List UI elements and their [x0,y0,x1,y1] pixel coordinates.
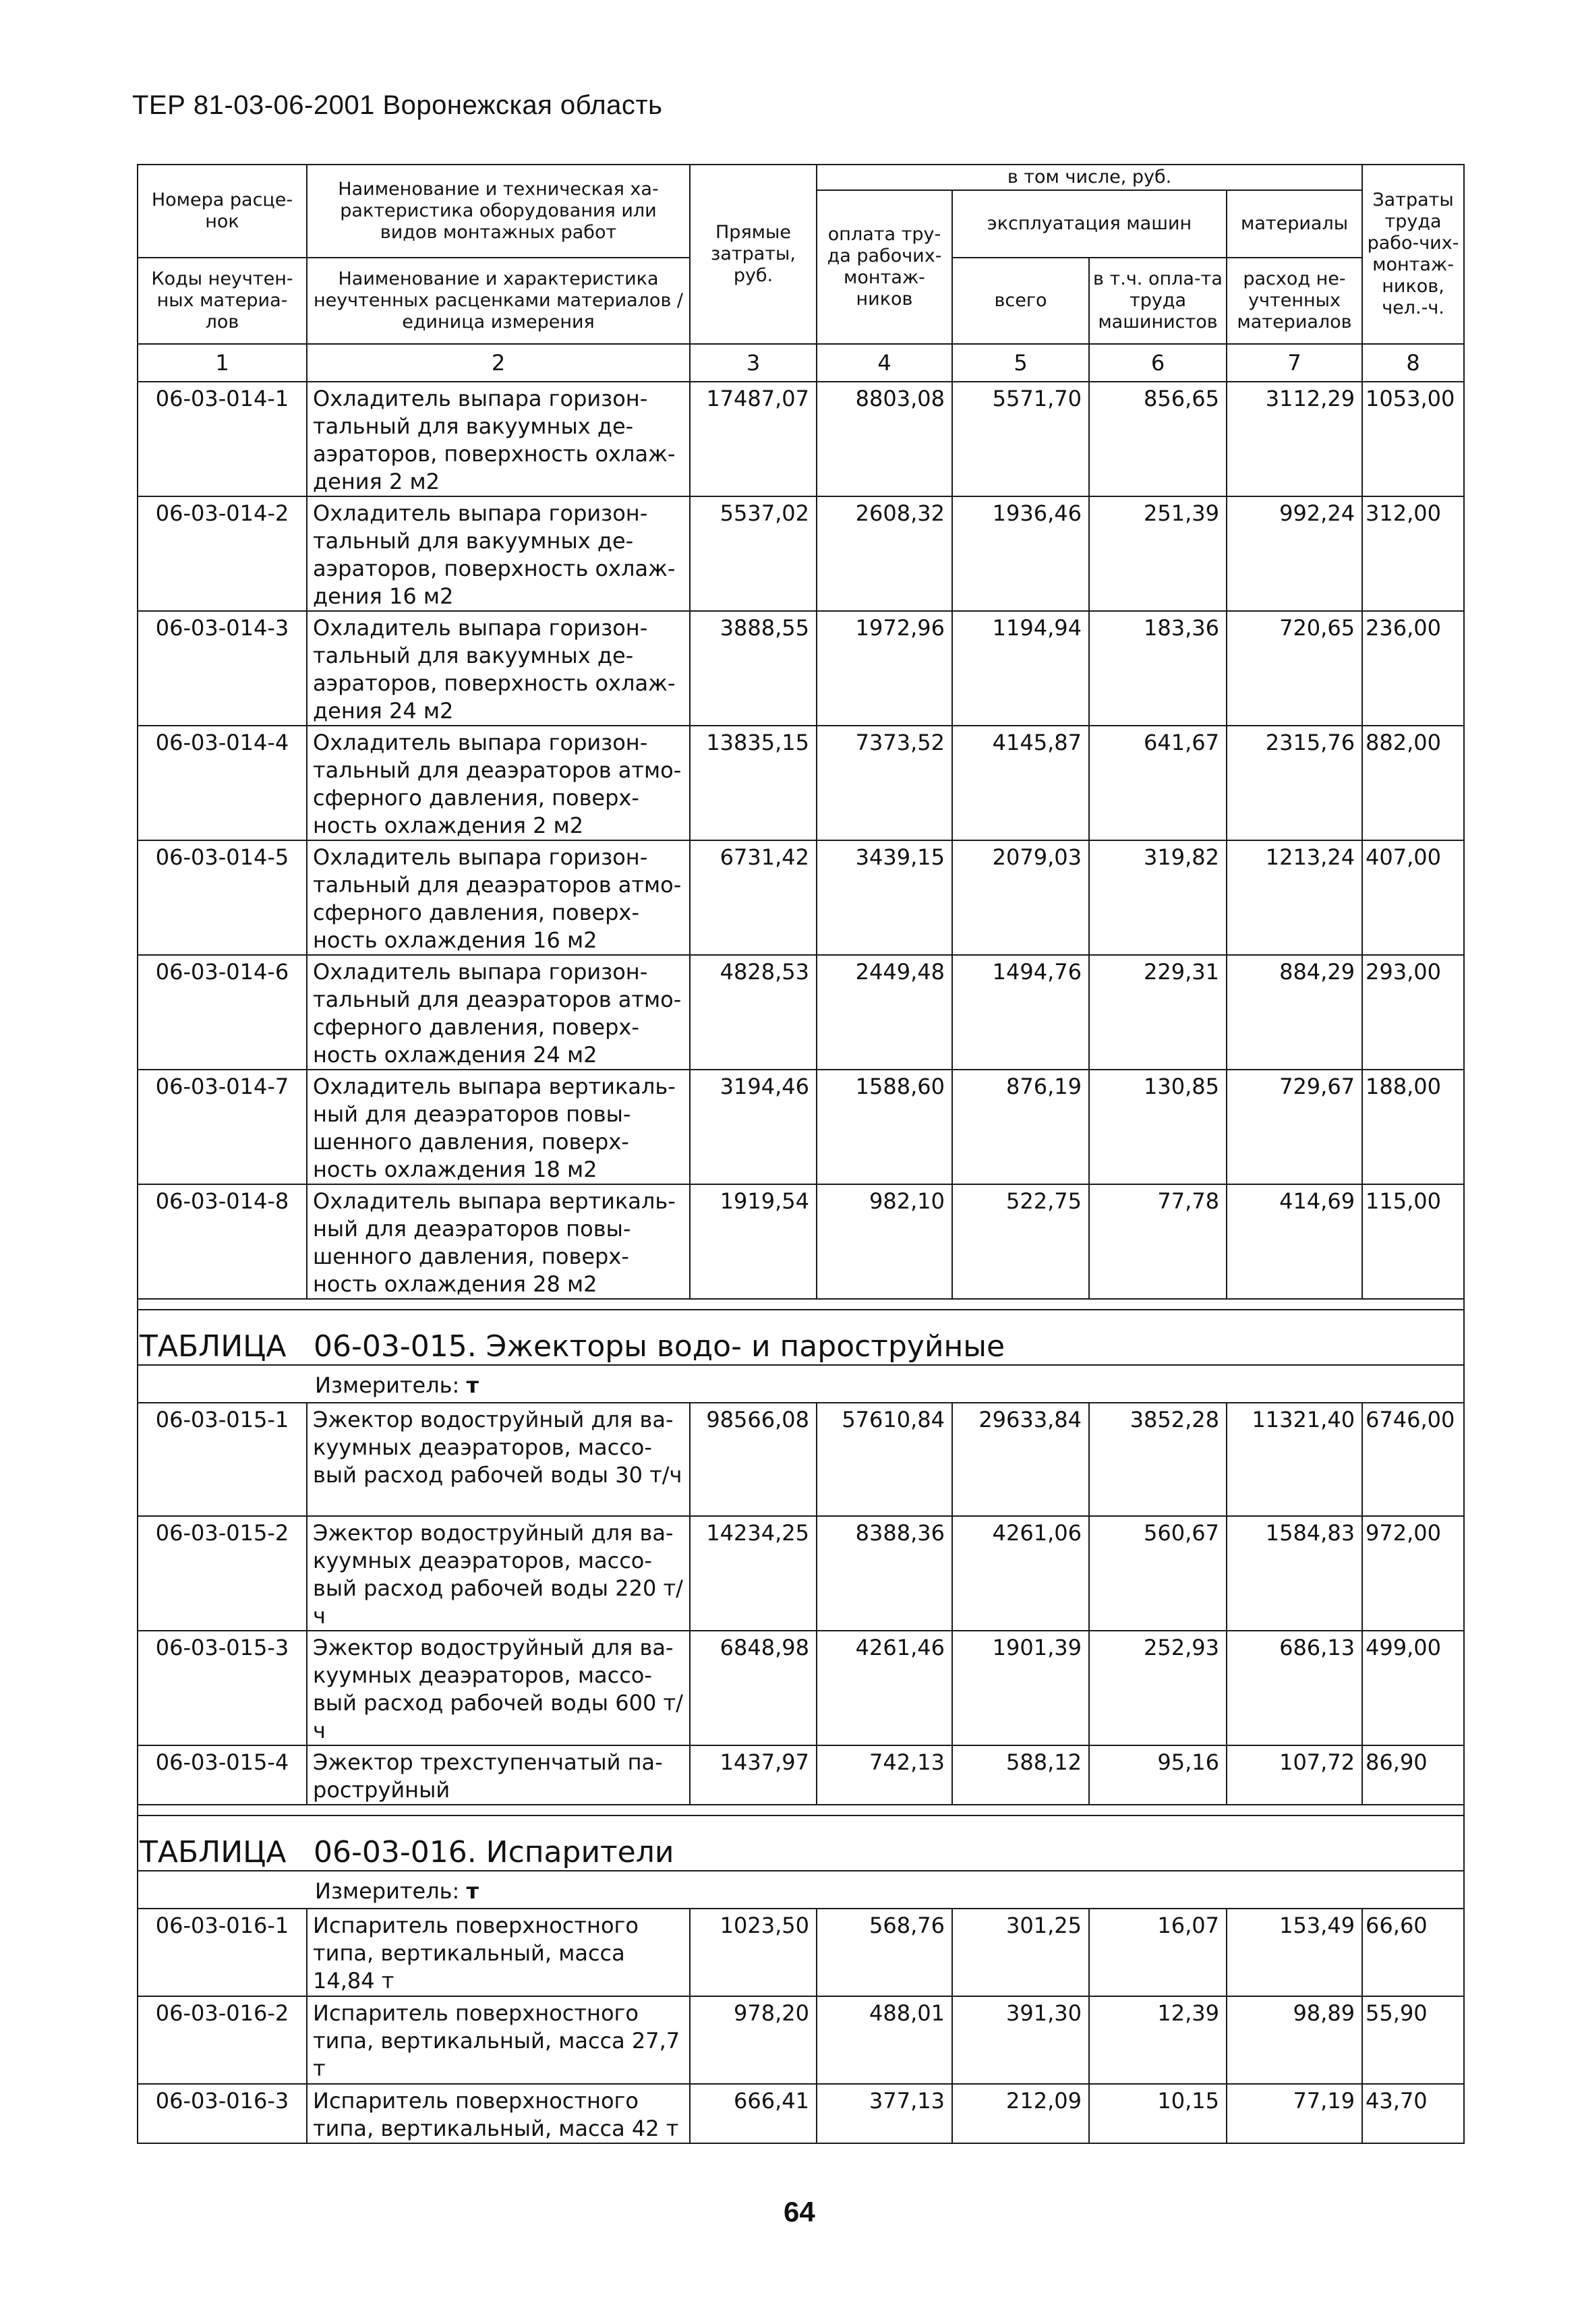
materials-cost: 77,19 [1227,2084,1362,2143]
rate-name: Охладитель выпара горизон-тальный для вакуумных де-аэраторов, поверхность охлаж-дения 16 м2 [307,496,690,611]
machinist-wages: 856,65 [1089,382,1227,496]
section-016-header [138,1805,1464,1909]
rate-name: Охладитель выпара горизон-тальный для вакуумных де-аэраторов, поверхность охлаж-дения 2 м2 [307,382,690,496]
materials-cost: 720,65 [1227,611,1362,726]
machinist-wages: 130,85 [1089,1070,1227,1184]
worker-wages: 57610,84 [817,1403,952,1516]
section-label: ТАБЛИЦА [140,1329,287,1364]
labor-hours: 1053,00 [1362,382,1464,496]
rate-code: 06-03-014-6 [138,955,307,1070]
machinist-wages: 16,07 [1089,1909,1227,1996]
rate-code: 06-03-015-3 [138,1631,307,1745]
rate-code: 06-03-014-7 [138,1070,307,1184]
machines-total: 876,19 [952,1070,1089,1184]
direct-costs: 1919,54 [690,1184,817,1299]
materials-cost: 414,69 [1227,1184,1362,1299]
header-in-total: в том числе, руб. [817,165,1362,190]
table-row [138,1516,1464,1631]
labor-hours: 6746,00 [1362,1403,1464,1516]
machines-total: 1194,94 [952,611,1089,726]
header-material-names: Наименование и характеристика неучтенных расценками материалов / единица измерения [307,258,690,344]
machines-total: 1494,76 [952,955,1089,1070]
worker-wages: 1972,96 [817,611,952,726]
direct-costs: 666,41 [690,2084,817,2143]
labor-hours: 882,00 [1362,726,1464,840]
table-row [138,1996,1464,2084]
labor-hours: 115,00 [1362,1184,1464,1299]
machinist-wages: 183,36 [1089,611,1227,726]
rate-name: Охладитель выпара горизон-тальный для вакуумных де-аэраторов, поверхность охлаж-дения 24 м2 [307,611,690,726]
column-number: 5 [952,344,1089,382]
machinist-wages: 560,67 [1089,1516,1227,1631]
rate-code: 06-03-015-1 [138,1403,307,1516]
machines-total: 29633,84 [952,1403,1089,1516]
machinist-wages: 3852,28 [1089,1403,1227,1516]
machinist-wages: 10,15 [1089,2084,1227,2143]
direct-costs: 978,20 [690,1996,817,2084]
table-row [138,1070,1464,1184]
column-number: 1 [138,344,307,382]
column-number: 8 [1362,344,1464,382]
labor-hours: 43,70 [1362,2084,1464,2143]
section-spacer [138,1299,1464,1310]
rate-code: 06-03-014-8 [138,1184,307,1299]
worker-wages: 742,13 [817,1745,952,1805]
machinist-wages: 229,31 [1089,955,1227,1070]
rate-name: Эжектор водоструйный для ва-куумных деаэраторов, массо-вый расход рабочей воды 600 т/ч [307,1631,690,1745]
materials-cost: 686,13 [1227,1631,1362,1745]
header-labor-hours: Затраты труда рабо-чих-монтаж-ников, чел.-ч. [1362,165,1464,344]
machinist-wages: 12,39 [1089,1996,1227,2084]
table-row [138,1403,1464,1516]
section-name: 06-03-015. Эжекторы водо- и пароструйные [314,1329,1005,1364]
section-title [138,1310,1464,1365]
table-row [138,1184,1464,1299]
machinist-wages: 319,82 [1089,840,1227,955]
materials-cost: 153,49 [1227,1909,1362,1996]
document-title: ТЕР 81-03-06-2001 Воронежская область [132,90,663,120]
labor-hours: 972,00 [1362,1516,1464,1631]
rate-name: Испаритель поверхностного типа, вертикальный, масса 14,84 т [307,1909,690,1996]
rate-code: 06-03-014-1 [138,382,307,496]
direct-costs: 13835,15 [690,726,817,840]
rate-code: 06-03-014-2 [138,496,307,611]
machines-total: 301,25 [952,1909,1089,1996]
materials-cost: 11321,40 [1227,1403,1362,1516]
worker-wages: 7373,52 [817,726,952,840]
header-material-codes: Коды неучтен-ных материа-лов [138,258,307,344]
rate-code: 06-03-016-1 [138,1909,307,1996]
rate-code: 06-03-016-3 [138,2084,307,2143]
materials-cost: 729,67 [1227,1070,1362,1184]
machines-total: 4261,06 [952,1516,1089,1631]
page-number: 64 [784,2196,815,2228]
materials-cost: 2315,76 [1227,726,1362,840]
direct-costs: 6731,42 [690,840,817,955]
rate-code: 06-03-014-4 [138,726,307,840]
rate-name: Охладитель выпара горизон-тальный для деаэраторов атмо-сферного давления, поверх-ность охлаждения 2 м2 [307,726,690,840]
rate-code: 06-03-015-2 [138,1516,307,1631]
table-row [138,955,1464,1070]
table-body-014 [138,382,1464,1299]
section-title [138,1815,1464,1871]
section-spacer [138,1805,1464,1815]
direct-costs: 5537,02 [690,496,817,611]
labor-hours: 236,00 [1362,611,1464,726]
table-row [138,1631,1464,1745]
worker-wages: 8388,36 [817,1516,952,1631]
worker-wages: 982,10 [817,1184,952,1299]
section-015-header [138,1299,1464,1403]
machines-total: 5571,70 [952,382,1089,496]
table-body-016 [138,1909,1464,2143]
machines-total: 1901,39 [952,1631,1089,1745]
materials-cost: 98,89 [1227,1996,1362,2084]
rate-name: Эжектор водоструйный для ва-куумных деаэраторов, массо-вый расход рабочей воды 30 т/ч [307,1403,690,1516]
rate-name: Эжектор водоструйный для ва-куумных деаэраторов, массо-вый расход рабочей воды 220 т/ч [307,1516,690,1631]
table-row [138,840,1464,955]
materials-cost: 992,24 [1227,496,1362,611]
rate-code: 06-03-014-3 [138,611,307,726]
materials-cost: 884,29 [1227,955,1362,1070]
worker-wages: 3439,15 [817,840,952,955]
rate-name: Охладитель выпара горизон-тальный для деаэраторов атмо-сферного давления, поверх-ность охлаждения 16 м2 [307,840,690,955]
rate-name: Испаритель поверхностного типа, вертикальный, масса 42 т [307,2084,690,2143]
rate-name: Охладитель выпара горизон-тальный для деаэраторов атмо-сферного давления, поверх-ность охлаждения 24 м2 [307,955,690,1070]
table-row [138,611,1464,726]
worker-wages: 4261,46 [817,1631,952,1745]
machines-total: 212,09 [952,2084,1089,2143]
header-machines-total: всего [952,258,1089,344]
labor-hours: 55,90 [1362,1996,1464,2084]
materials-cost: 1584,83 [1227,1516,1362,1631]
labor-hours: 86,90 [1362,1745,1464,1805]
measure-unit [138,1871,1464,1909]
labor-hours: 66,60 [1362,1909,1464,1996]
rate-name: Охладитель выпара вертикаль-ный для деаэраторов повы-шенного давления, поверх-ность охлаждения 28 м2 [307,1184,690,1299]
rate-code: 06-03-014-5 [138,840,307,955]
table-row [138,2084,1464,2143]
measure-unit [138,1365,1464,1403]
machines-total: 588,12 [952,1745,1089,1805]
rate-code: 06-03-016-2 [138,1996,307,2084]
direct-costs: 98566,08 [690,1403,817,1516]
machinist-wages: 641,67 [1089,726,1227,840]
column-number: 4 [817,344,952,382]
direct-costs: 14234,25 [690,1516,817,1631]
table-header [138,165,1464,382]
section-name: 06-03-016. Испарители [314,1835,674,1869]
measure-label: Измеритель: [315,1372,460,1398]
header-direct-costs: Прямые затраты, руб. [690,165,817,344]
table-row [138,1909,1464,1996]
labor-hours: 188,00 [1362,1070,1464,1184]
machinist-wages: 95,16 [1089,1745,1227,1805]
table-row [138,496,1464,611]
header-rate-numbers: Номера расце-нок [138,165,307,258]
labor-hours: 293,00 [1362,955,1464,1070]
labor-hours: 407,00 [1362,840,1464,955]
worker-wages: 8803,08 [817,382,952,496]
materials-cost: 1213,24 [1227,840,1362,955]
materials-cost: 3112,29 [1227,382,1362,496]
rate-name: Испаритель поверхностного типа, вертикальный, масса 27,7 т [307,1996,690,2084]
direct-costs: 6848,98 [690,1631,817,1745]
measure-value: т [466,1878,479,1904]
worker-wages: 2608,32 [817,496,952,611]
table-row [138,1745,1464,1805]
direct-costs: 4828,53 [690,955,817,1070]
labor-hours: 312,00 [1362,496,1464,611]
worker-wages: 1588,60 [817,1070,952,1184]
machinist-wages: 77,78 [1089,1184,1227,1299]
column-number: 3 [690,344,817,382]
header-work-name: Наименование и техническая ха-рактеристика оборудования или видов монтажных работ [307,165,690,258]
direct-costs: 3194,46 [690,1070,817,1184]
column-number: 2 [307,344,690,382]
machines-total: 4145,87 [952,726,1089,840]
direct-costs: 3888,55 [690,611,817,726]
header-machines: эксплуатация машин [952,190,1227,258]
machines-total: 522,75 [952,1184,1089,1299]
rate-code: 06-03-015-4 [138,1745,307,1805]
machines-total: 391,30 [952,1996,1089,2084]
table-row [138,382,1464,496]
rate-name: Эжектор трехступенчатый па-роструйный [307,1745,690,1805]
machines-total: 2079,03 [952,840,1089,955]
rates-table [137,164,1465,2144]
worker-wages: 488,01 [817,1996,952,2084]
labor-hours: 499,00 [1362,1631,1464,1745]
measure-label: Измеритель: [315,1878,460,1904]
header-unaccounted-materials: расход не-учтенных материалов [1227,258,1362,344]
materials-cost: 107,72 [1227,1745,1362,1805]
column-number: 7 [1227,344,1362,382]
header-materials: материалы [1227,190,1362,258]
rate-name: Охладитель выпара вертикаль-ный для деаэраторов повы-шенного давления, поверх-ность охлаждения 18 м2 [307,1070,690,1184]
measure-value: т [466,1372,479,1398]
worker-wages: 2449,48 [817,955,952,1070]
machinist-wages: 252,93 [1089,1631,1227,1745]
header-machinist-wages: в т.ч. опла-та труда машинистов [1089,258,1227,344]
machinist-wages: 251,39 [1089,496,1227,611]
direct-costs: 1437,97 [690,1745,817,1805]
table-body-015 [138,1403,1464,1805]
section-label: ТАБЛИЦА [140,1835,287,1869]
table-row [138,726,1464,840]
direct-costs: 17487,07 [690,382,817,496]
machines-total: 1936,46 [952,496,1089,611]
direct-costs: 1023,50 [690,1909,817,1996]
worker-wages: 568,76 [817,1909,952,1996]
worker-wages: 377,13 [817,2084,952,2143]
header-worker-wages: оплата тру-да рабочих-монтаж-ников [817,190,952,344]
column-number: 6 [1089,344,1227,382]
